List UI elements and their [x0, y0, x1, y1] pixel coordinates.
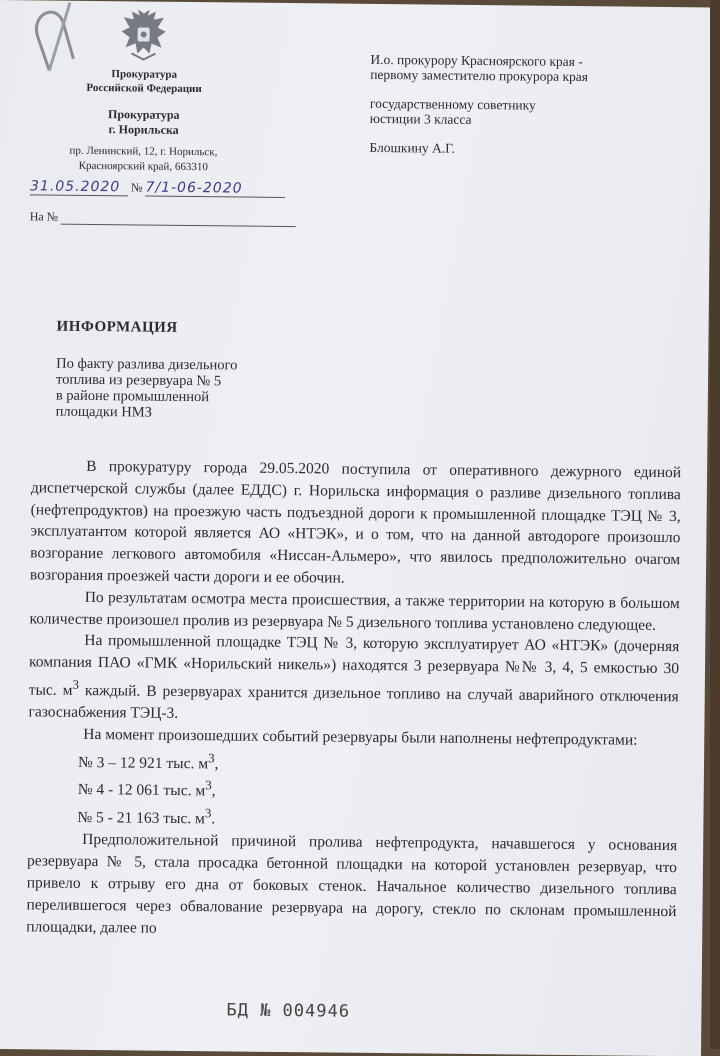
document-subject	[56, 356, 297, 423]
item-text: № 4 - 12 061 тыс. м	[77, 781, 206, 800]
addressee-line: государственному советнику	[369, 95, 536, 113]
office-line: г. Норильска	[108, 122, 179, 137]
item-end: ,	[211, 782, 216, 800]
subject-line: в районе промышленной	[55, 387, 210, 406]
body-paragraph: Предположительной причиной пролива нефтепродукта, начавшегося у основания резервуара № 5, стала просадка бетонной площадки на которой установлен резервуар, что привело к отрыву его дна от боковых стенок. Начальное количество дизельного топлива перелившегося через обвалование резервуара на дорогу, стекло по склонам промышленной площадки, далее по	[26, 831, 678, 937]
issuer-line: Российской Федерации	[86, 81, 202, 96]
addressee-line: юстиции 3 класса	[369, 110, 472, 127]
document-body	[26, 455, 681, 944]
issuer-office	[39, 106, 249, 138]
serial-stamp: БД № 004946	[226, 1000, 351, 1022]
addressee-name: Блошкину А.Г.	[369, 139, 455, 156]
item-end: .	[211, 810, 216, 828]
addressee-line: первому заместителю прокурора края	[370, 66, 589, 85]
paragraph-text: На промышленной площадке ТЭЦ № 3, которую эксплуатирует АО «НТЭК» (дочерняя компания ПАО «ГМК «Норильский никель») находятся 3 резервуара №№ 3, 4, 5 емкостью 30 тыс. м	[28, 632, 680, 699]
superscript: 3	[72, 676, 80, 692]
table-background	[710, 0, 720, 1049]
subject-line: площадки НМЗ	[55, 403, 153, 421]
item-text: № 5 - 21 163 тыс. м	[77, 809, 205, 828]
registration-line	[30, 178, 286, 198]
addressee-block	[369, 52, 670, 158]
body-paragraph: На момент произошедших событий резервуары были наполнены нефтепродуктами:	[83, 725, 638, 749]
reference-label: На №	[29, 209, 59, 224]
issuer-org	[39, 66, 249, 96]
body-paragraph: В прокуратуру города 29.05.2020 поступила от оперативного дежурного единой диспетчерской службы (далее ЕДДС) г. Норильска информация о разливе дизельного топлива (нефтепродуктов) на проезжую часть подъездной дороги к промышленной площадке ТЭЦ № 3, эксплуатантом которой является АО «НТЭК», и о том, что на данной автодороге произошло возгорание легкового автомобиля «Ниссан-Альмеро», что явилось предположительно очагом возгорания проезжей части дороги и ее обочин.	[29, 457, 682, 587]
registration-number: 7/1-06-2020	[145, 179, 243, 197]
body-paragraph: По результатам осмотра места происшествия, а также территории на которую в большом количестве произошел пролив из резервуара № 5 дизельного топлива установлено следующее.	[29, 588, 680, 634]
address-line: Красноярский край, 663310	[78, 159, 208, 174]
subject-line: топлива из резервуара № 5	[55, 371, 222, 390]
registration-date: 31.05.2020	[29, 178, 121, 196]
item-end: ,	[214, 754, 219, 773]
body-paragraph	[28, 630, 679, 730]
issuer-address	[38, 143, 248, 175]
coat-of-arms-icon	[117, 7, 170, 62]
superscript: 3	[204, 805, 212, 821]
issuer-line: Прокуратура	[111, 68, 178, 81]
paragraph-text: каждый. В резервуарах хранится дизельное топливо на случай аварийного отключения газоснабжения ТЭЦ-3.	[28, 681, 679, 722]
item-text: № 3 – 12 921 тыс. м	[77, 753, 209, 772]
reference-line	[30, 209, 297, 227]
addressee-line: И.о. прокурору Красноярского края -	[370, 51, 583, 70]
paperclip-icon	[29, 0, 76, 72]
subject-line: По факту разлива дизельного	[56, 355, 238, 374]
document-title: ИНФОРМАЦИЯ	[56, 318, 178, 336]
address-line: пр. Ленинский, 12, г. Норильск,	[69, 144, 218, 159]
number-sign: №	[130, 180, 143, 195]
superscript: 3	[208, 749, 215, 765]
superscript: 3	[205, 777, 212, 793]
office-line: Прокуратура	[107, 107, 180, 122]
